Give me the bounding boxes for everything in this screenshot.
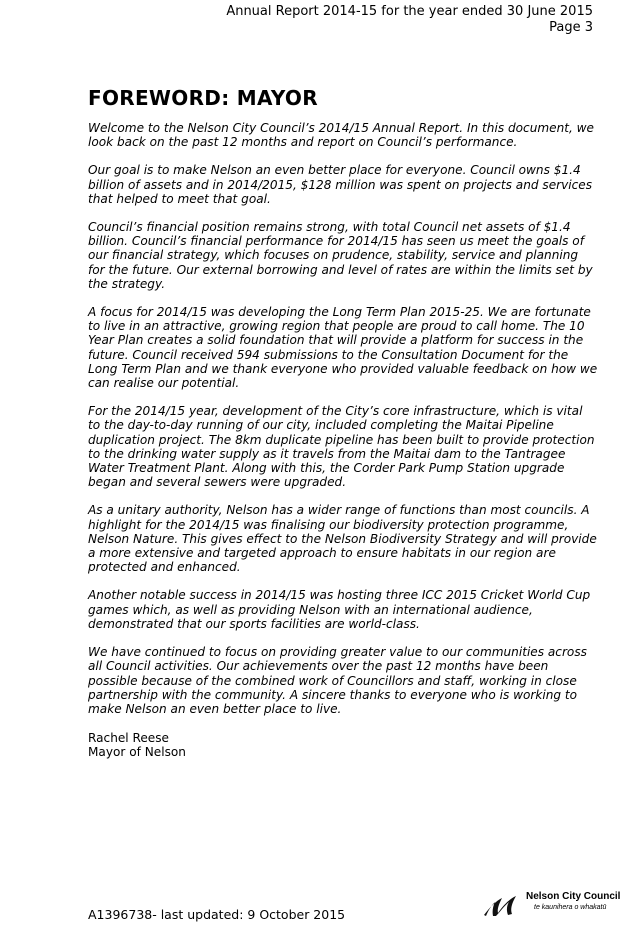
document-reference: A1396738- last updated: 9 October 2015 [88, 907, 346, 922]
logo-name: Nelson City Council [526, 891, 621, 902]
page-number: Page 3 [549, 20, 593, 35]
council-logo [482, 891, 622, 921]
signatory-role: Mayor of Nelson [88, 745, 186, 760]
paragraph-infrastructure: For the 2014/15 year, development of the City’s core infrastructure, which is vital to the day-to-day running of our city, included completing the Maitai Pipeline duplication project. The 8km duplicate pipeline has been built to provide protection to the drinking water supply as it travels from the Maitai dam to the Tantragee Water Treatment Plant. Along with this, the Corder Park Pump Station upgrade began and several sewers were upgraded. [88, 404, 595, 490]
paragraph-thanks: We have continued to focus on providing greater value to our communities across all Council activities. Our achievements over the past 12 months have been possible because of the combined work of Councillors and staff, working in close partnership with the community. A sincere thanks to everyone who is working to make Nelson an even better place to live. [88, 645, 587, 716]
paragraph-unitary-authority: As a unitary authority, Nelson has a wider range of functions than most councils. A highlight for the 2014/15 was finalising our biodiversity protection programme, Nelson Nature. This gives effect to the Nelson Biodiversity Strategy and will provide a more extensive and targeted approach to ensure habitats in our region are protected and enhanced. [88, 503, 597, 575]
report-title: Annual Report 2014-15 for the year ended 30 June 2015 [226, 4, 593, 19]
page-title: FOREWORD: MAYOR [88, 86, 318, 110]
council-logo-icon [482, 893, 526, 919]
paragraph-welcome: Welcome to the Nelson City Council’s 2014/15 Annual Report. In this document, we look back on the past 12 months and report on Council’s performance. [88, 121, 595, 150]
foreword-body [88, 121, 598, 730]
paragraph-long-term-plan: A focus for 2014/15 was developing the Long Term Plan 2015-25. We are fortunate to live in an attractive, growing region that people are proud to call home. The 10 Year Plan creates a solid foundation that will provide a platform for success in the future. Council received 594 submissions to the Consultation Document for the Long Term Plan and we thank everyone who provided valuable feedback on how we can realise our potential. [88, 305, 598, 391]
signature-block [88, 731, 186, 759]
logo-tagline: te kaunihera o whakatū [534, 904, 607, 911]
paragraph-goal: Our goal is to make Nelson an even better place for everyone. Council owns $1.4 billion of assets and in 2014/2015, $128 million was spent on projects and services that helped to meet that goal. [88, 163, 593, 206]
paragraph-financial-position: Council’s financial position remains strong, with total Council net assets of $1.4 billion. Council’s financial performance for 2014/15 has seen us meet the goals of our financial strategy, which focuses on prudence, stability, service and planning for the future. Our external borrowing and level of rates are within the limits set by the strategy. [88, 220, 593, 291]
paragraph-cricket-world-cup: Another notable success in 2014/15 was hosting three ICC 2015 Cricket World Cup games which, as well as providing Nelson with an international audience, demonstrated that our sports facilities are world-class. [88, 588, 591, 631]
page-header [226, 4, 593, 36]
signatory-name: Rachel Reese [88, 731, 169, 745]
